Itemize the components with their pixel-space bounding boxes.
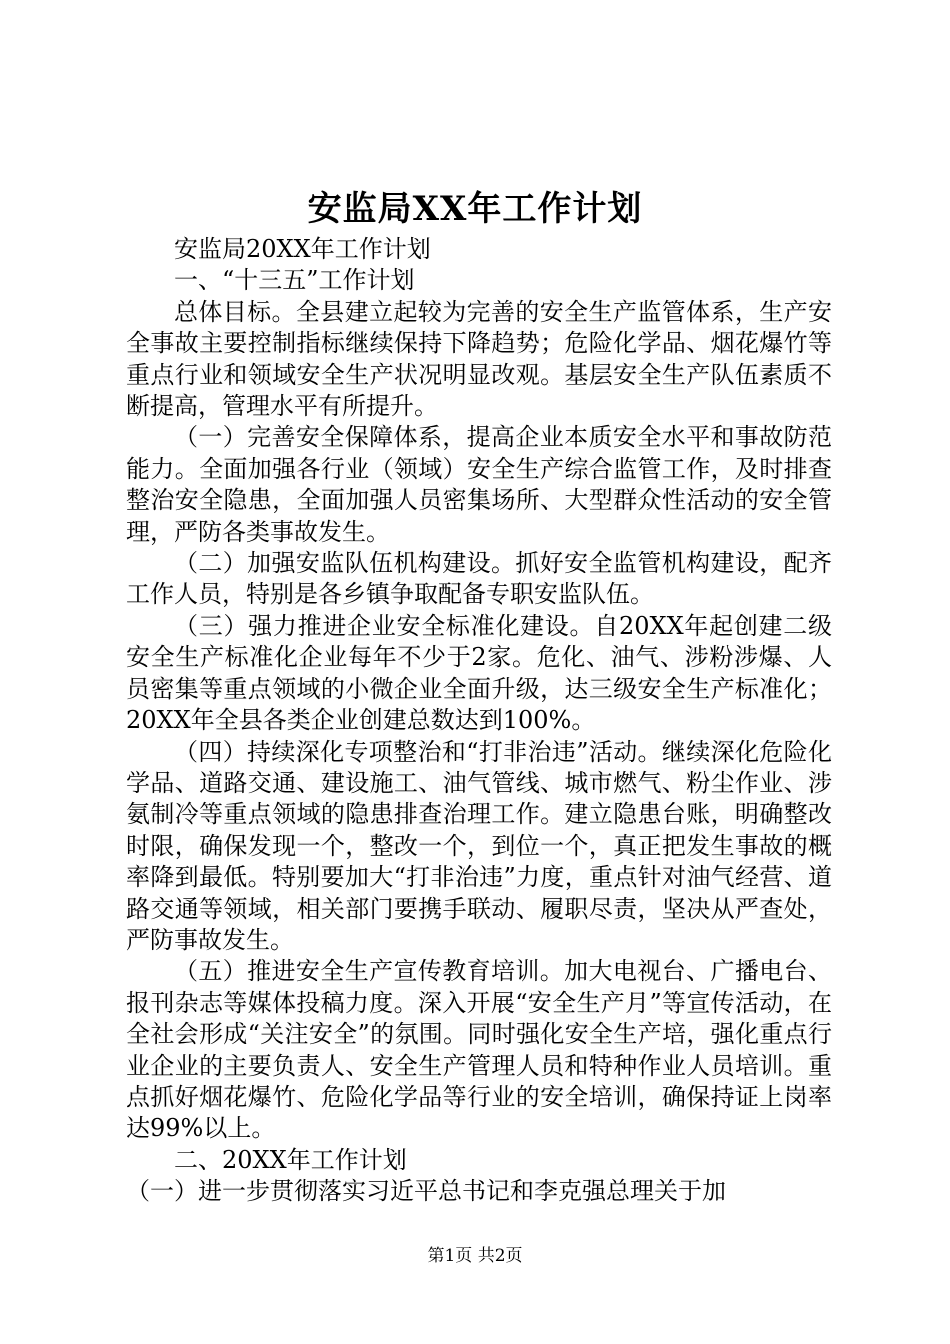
paragraph-item-3: （三）强力推进企业安全标准化建设。自20XX年起创建二级安全生产标准化企业每年不少于2家。危化、油气、涉粉涉爆、人员密集等重点领域的小微企业全面升级，达三级安全生产标准化；20XX年全县各类企业创建总数达到100%。 (126, 611, 832, 735)
heading-section-1: 一、“十三五”工作计划 (174, 266, 415, 295)
document-body (126, 234, 832, 1208)
paragraph-item-5: （五）推进安全生产宣传教育培训。加大电视台、广播电台、报刊杂志等媒体投稿力度。深入开展“安全生产月”等宣传活动，在全社会形成“关注安全”的氛围。同时强化安全生产培，强化重点行业企业的主要负责人、安全生产管理人员和特种作业人员培训。重点抓好烟花爆竹、危险化学品等行业的安全培训，确保持证上岗率达99%以上。 (126, 957, 832, 1143)
paragraph-subtitle: 安监局20XX年工作计划 (174, 235, 431, 263)
page-footer: 第1页 共2页 (427, 1246, 523, 1266)
paragraph-section-2-item-1: （一）进一步贯彻落实习近平总书记和李克强总理关于加 (126, 1177, 726, 1206)
heading-section-2: 二、20XX年工作计划 (174, 1145, 407, 1174)
paragraph-item-4: （四）持续深化专项整治和“打非治违”活动。继续深化危险化学品、道路交通、建设施工、油气管线、城市燃气、粉尘作业、涉氨制冷等重点领域的隐患排查治理工作。建立隐患台账，明确整改时限，确保发现一个，整改一个，到位一个，真正把发生事故的概率降到最低。特别要加大“打非治违”力度，重点针对油气经营、道路交通等领域，相关部门要携手联动、履职尽责，坚决从严查处，严防事故发生。 (126, 737, 832, 954)
paragraph-item-1: （一）完善安全保障体系，提高企业本质安全水平和事故防范能力。全面加强各行业（领域）安全生产综合监管工作，及时排查整治安全隐患，全面加强人员密集场所、大型群众性活动的安全管理，严防各类事故发生。 (126, 423, 832, 546)
paragraph-overall-goal: 总体目标。全县建立起较为完善的安全生产监管体系，生产安全事故主要控制指标继续保持下降趋势；危险化学品、烟花爆竹等重点行业和领域安全生产状况明显改观。基层安全生产队伍素质不断提高，管理水平有所提升。 (126, 297, 832, 421)
paragraph-item-2: （二）加强安监队伍机构建设。抓好安全监管机构建设，配齐工作人员，特别是各乡镇争取配备专职安监队伍。 (126, 549, 832, 609)
document-title: 安监局XX年工作计划 (307, 189, 643, 229)
